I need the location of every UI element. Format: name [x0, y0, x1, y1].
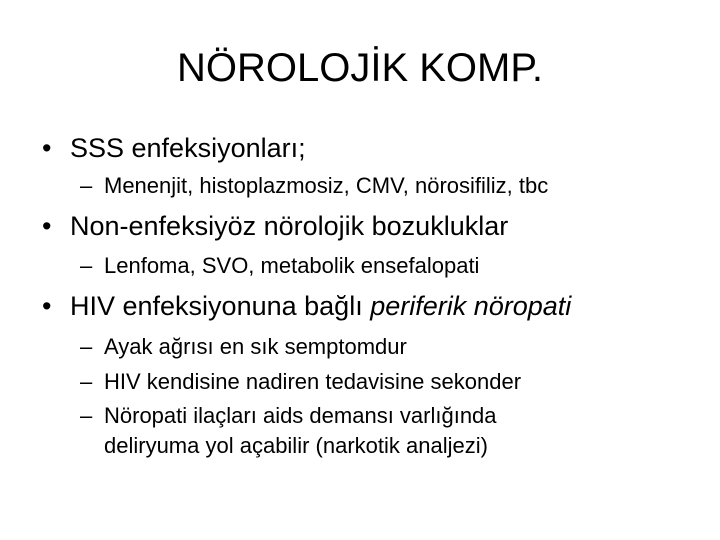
slide-title: NÖROLOJİK KOMP. — [176, 46, 543, 90]
sub-item-text: Lenfoma, SVO, metabolik ensefalopati — [104, 253, 480, 278]
bullet-icon: • — [42, 211, 52, 241]
bullet-text: SSS enfeksiyonları; — [70, 133, 306, 163]
dash-icon: – — [80, 253, 93, 278]
sub-item-3-3-continuation — [104, 432, 488, 460]
bullet-text-italic: periferik nöropati — [370, 291, 572, 321]
sub-item-text: deliryuma yol açabilir (narkotik analjezi) — [104, 433, 488, 458]
bullet-item-2 — [42, 210, 508, 242]
bullet-icon: • — [42, 291, 52, 321]
sub-item-1-1 — [80, 172, 548, 200]
sub-item-text: Nöropati ilaçları aids demansı varlığında — [104, 403, 497, 428]
sub-item-2-1 — [80, 252, 479, 280]
sub-item-3-3 — [80, 402, 497, 430]
bullet-text: HIV enfeksiyonuna bağlı — [70, 291, 371, 321]
bullet-item-1 — [42, 132, 306, 164]
dash-icon: – — [80, 334, 93, 359]
bullet-icon: • — [42, 133, 52, 163]
dash-icon: – — [80, 173, 93, 198]
sub-item-3-2 — [80, 368, 521, 396]
sub-item-text: HIV kendisine nadiren tedavisine sekonder — [104, 369, 522, 394]
bullet-item-3 — [42, 290, 571, 322]
sub-item-3-1 — [80, 333, 407, 361]
dash-icon: – — [80, 403, 93, 428]
bullet-text: Non-enfeksiyöz nörolojik bozukluklar — [70, 211, 509, 241]
dash-icon: – — [80, 369, 93, 394]
sub-item-text: Ayak ağrısı en sık semptomdur — [104, 334, 407, 359]
sub-item-text: Menenjit, histoplazmosiz, CMV, nörosifiliz, tbc — [104, 173, 549, 198]
